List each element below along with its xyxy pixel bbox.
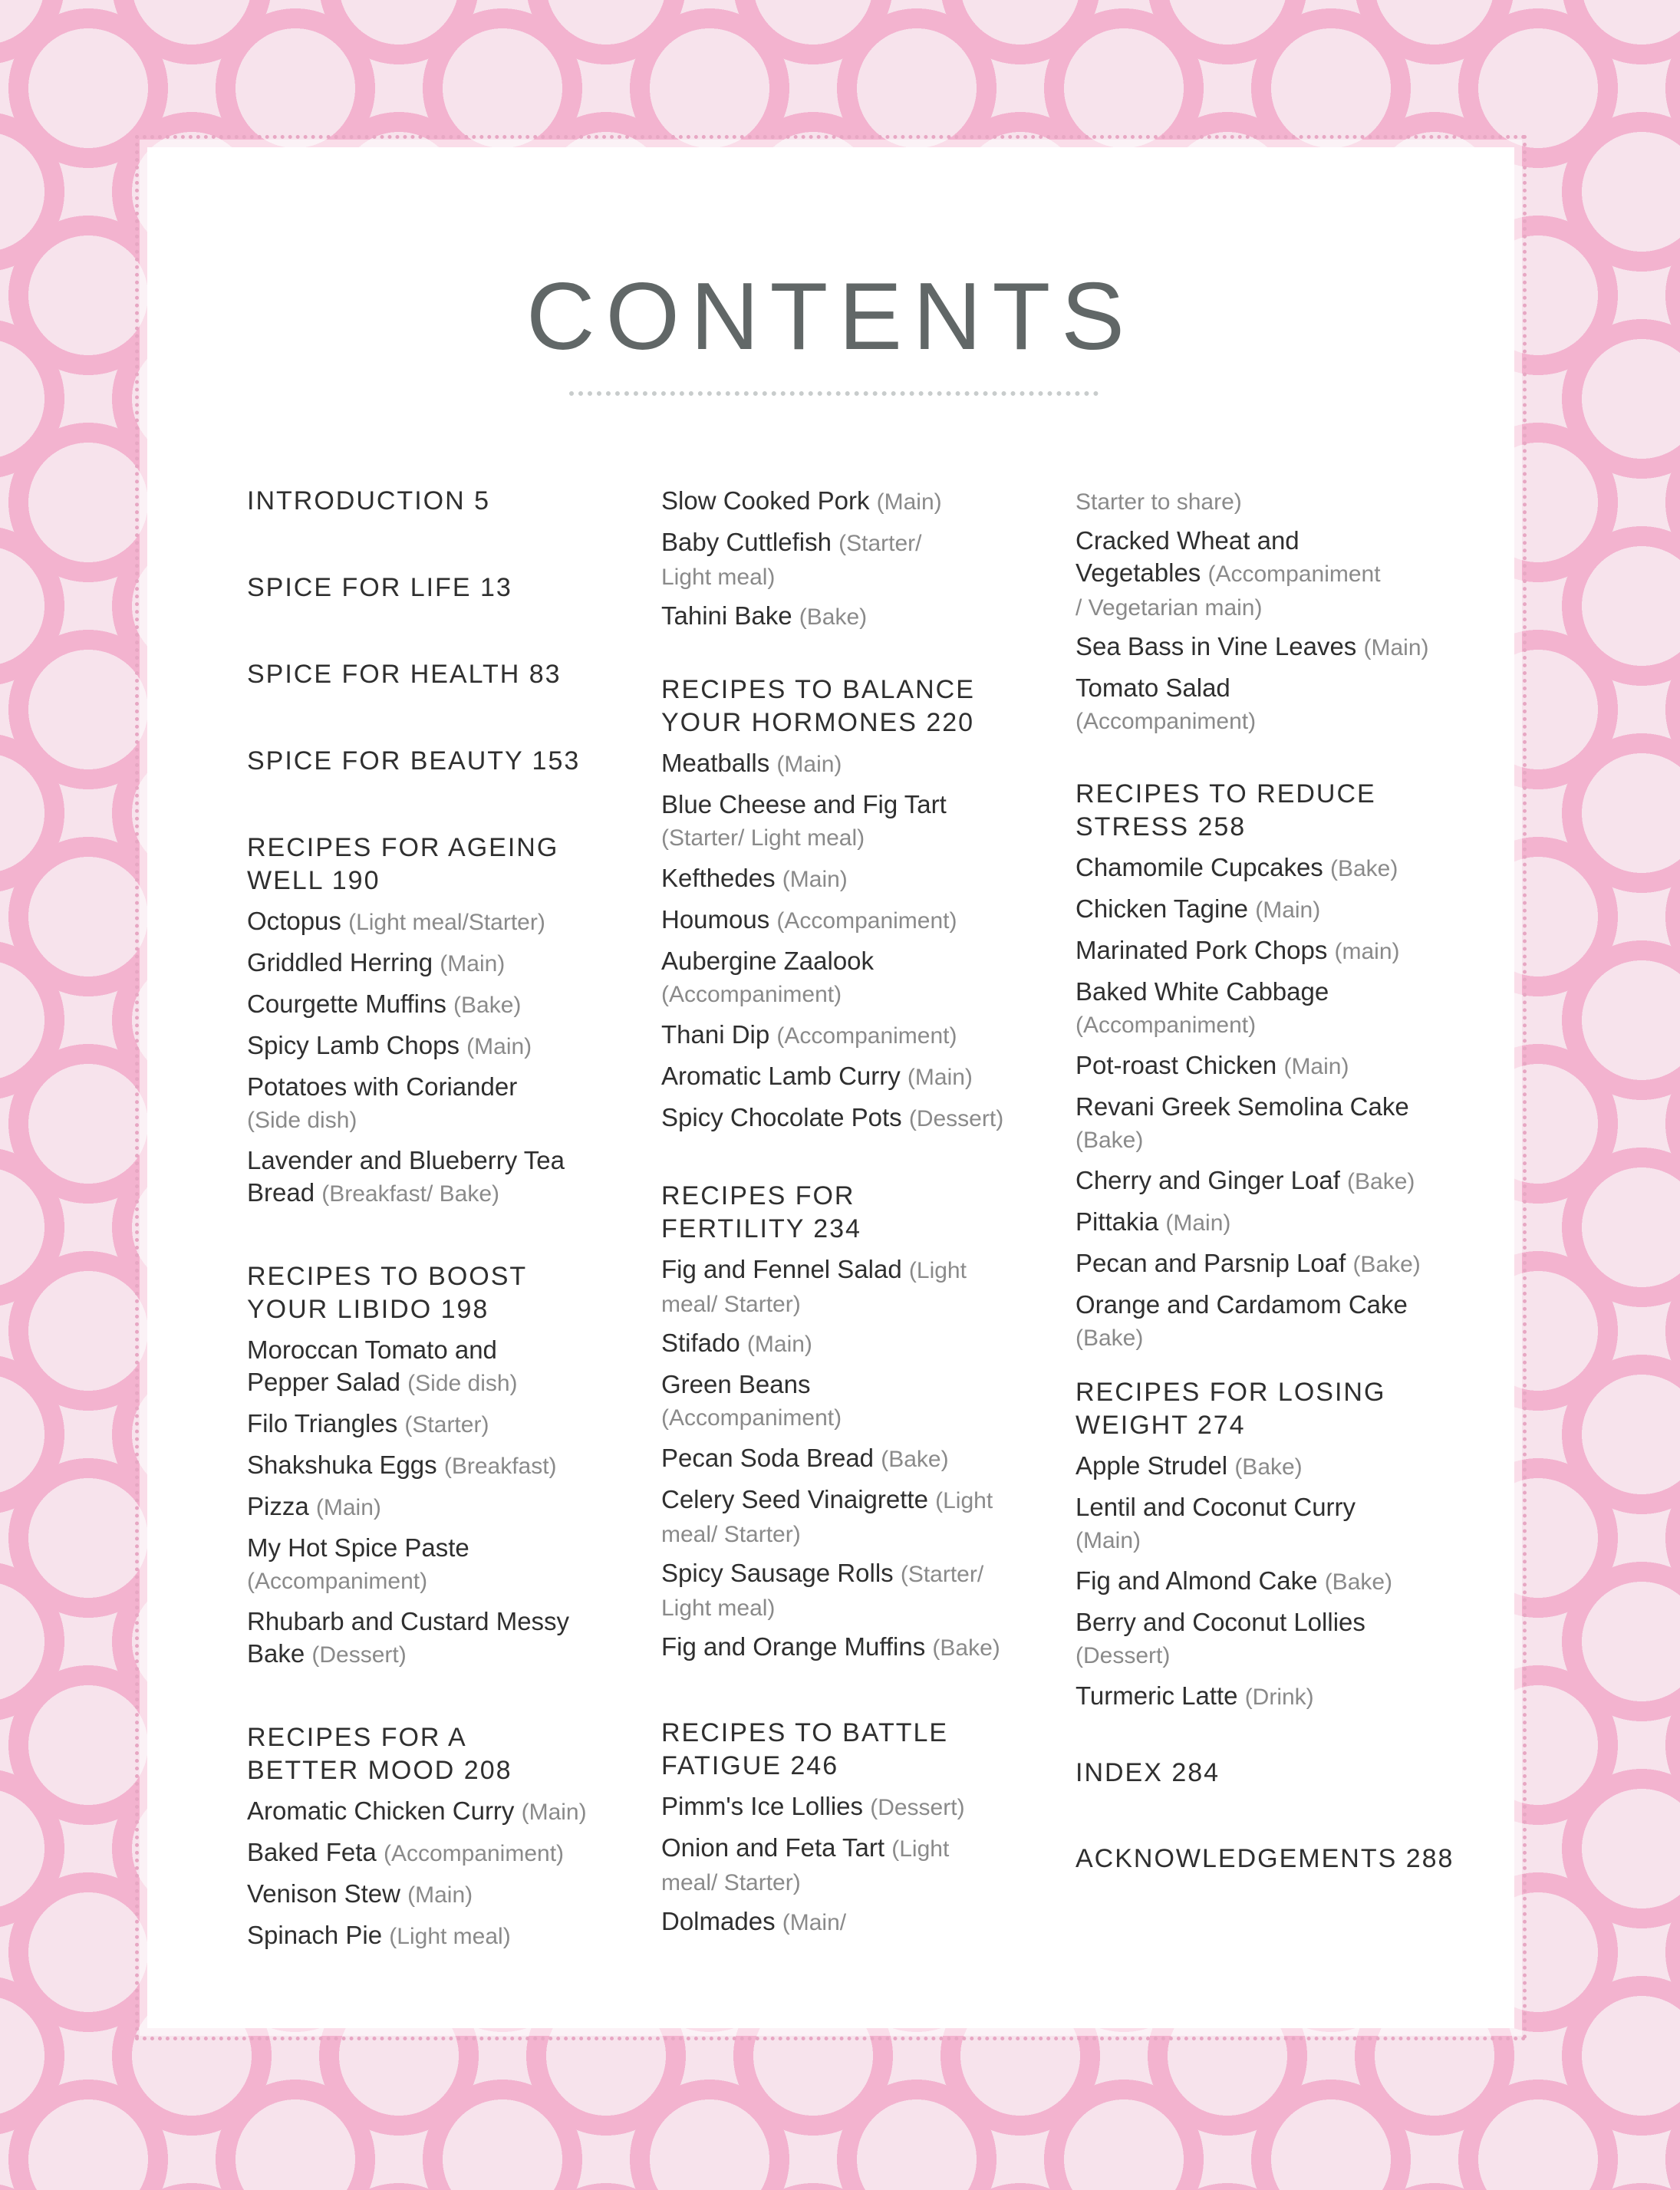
recipe-entry[interactable]: Chicken Tagine (Main) [1076, 894, 1321, 923]
section-heading[interactable]: RECIPES TO REDUCE STRESS 258 [1076, 779, 1376, 841]
recipe-entry[interactable]: My Hot Spice Paste (Accompaniment) [247, 1533, 469, 1594]
section-heading[interactable]: SPICE FOR BEAUTY 153 [247, 746, 581, 776]
recipe-entry[interactable]: Filo Triangles (Starter) [247, 1409, 489, 1437]
recipe-entry[interactable]: Onion and Feta Tart (Light meal/ Starter) [661, 1833, 950, 1895]
recipe-entry[interactable]: Pot-roast Chicken (Main) [1076, 1051, 1349, 1079]
recipe-entry[interactable]: Venison Stew (Main) [247, 1879, 473, 1908]
recipe-entry[interactable]: Fig and Fennel Salad (Light meal/ Starter) [661, 1255, 967, 1317]
recipe-entry[interactable]: Courgette Muffins (Bake) [247, 990, 522, 1018]
recipe-entry[interactable]: Spicy Sausage Rolls (Starter/ Light meal) [661, 1559, 984, 1621]
recipe-entry[interactable]: Rhubarb and Custard Messy Bake (Dessert) [247, 1607, 570, 1668]
recipe-entry[interactable]: Slow Cooked Pork (Main) [661, 486, 942, 515]
recipe-entry[interactable]: Sea Bass in Vine Leaves (Main) [1076, 632, 1429, 660]
section-heading[interactable]: RECIPES FOR A BETTER MOOD 208 [247, 1723, 512, 1785]
section-heading[interactable]: ACKNOWLEDGEMENTS 288 [1076, 1844, 1454, 1873]
section-heading[interactable]: INTRODUCTION 5 [247, 486, 490, 515]
section-heading[interactable]: RECIPES TO BATTLE FATIGUE 246 [661, 1718, 949, 1780]
recipe-entry[interactable]: Aromatic Lamb Curry (Main) [661, 1062, 973, 1090]
recipe-entry[interactable]: Orange and Cardamom Cake (Bake) [1076, 1290, 1408, 1351]
recipe-entry[interactable]: Green Beans (Accompaniment) [661, 1370, 842, 1431]
recipe-entry[interactable]: Pizza (Main) [247, 1492, 381, 1520]
recipe-entry[interactable]: Shakshuka Eggs (Breakfast) [247, 1451, 557, 1479]
recipe-entry[interactable]: Stifado (Main) [661, 1329, 812, 1357]
recipe-entry[interactable]: Thani Dip (Accompaniment) [661, 1020, 957, 1049]
section-heading[interactable]: INDEX 284 [1076, 1758, 1220, 1787]
recipe-entry[interactable]: Berry and Coconut Lollies (Dessert) [1076, 1608, 1365, 1668]
recipe-entry[interactable]: Apple Strudel (Bake) [1076, 1451, 1303, 1480]
section-heading[interactable]: SPICE FOR HEALTH 83 [247, 660, 562, 689]
recipe-entry[interactable]: Pimm's Ice Lollies (Dessert) [661, 1792, 965, 1820]
section-heading[interactable]: RECIPES FOR LOSING WEIGHT 274 [1076, 1378, 1386, 1440]
recipe-entry[interactable]: Moroccan Tomato and Pepper Salad (Side dish) [247, 1335, 518, 1396]
recipe-entry[interactable]: Fig and Almond Cake (Bake) [1076, 1566, 1393, 1595]
recipe-entry[interactable]: Revani Greek Semolina Cake (Bake) [1076, 1092, 1409, 1153]
recipe-entry[interactable]: Tahini Bake (Bake) [661, 601, 868, 630]
recipe-entry[interactable]: Dolmades (Main/ [661, 1907, 847, 1935]
recipe-entry[interactable]: Kefthedes (Main) [661, 864, 848, 892]
recipe-entry[interactable]: Octopus (Light meal/Starter) [247, 907, 545, 935]
recipe-entry[interactable]: Pittakia (Main) [1076, 1207, 1231, 1236]
recipe-entry[interactable]: Baked Feta (Accompaniment) [247, 1838, 565, 1866]
recipe-entry[interactable]: Lavender and Blueberry Tea Bread (Breakfast/ Bake) [247, 1146, 565, 1207]
recipe-entry[interactable]: Celery Seed Vinaigrette (Light meal/ Starter) [661, 1485, 993, 1547]
recipe-entry[interactable]: Pecan and Parsnip Loaf (Bake) [1076, 1249, 1421, 1277]
recipe-entry[interactable]: Lentil and Coconut Curry (Main) [1076, 1493, 1356, 1553]
section-heading[interactable]: SPICE FOR LIFE 13 [247, 573, 512, 602]
recipe-entry[interactable]: Baked White Cabbage (Accompaniment) [1076, 977, 1329, 1038]
section-heading[interactable]: RECIPES TO BALANCE YOUR HORMONES 220 [661, 675, 975, 737]
recipe-entry[interactable]: Fig and Orange Muffins (Bake) [661, 1632, 1000, 1661]
recipe-entry[interactable]: Pecan Soda Bread (Bake) [661, 1444, 949, 1472]
section-heading[interactable]: RECIPES FOR AGEING WELL 190 [247, 833, 559, 895]
title-divider [569, 391, 1099, 396]
recipe-entry[interactable]: Aromatic Chicken Curry (Main) [247, 1796, 587, 1825]
recipe-entry[interactable]: Houmous (Accompaniment) [661, 905, 957, 934]
recipe-entry[interactable]: Cherry and Ginger Loaf (Bake) [1076, 1166, 1415, 1194]
recipe-entry-continued[interactable]: Starter to share) [1076, 489, 1242, 515]
contents-panel [147, 147, 1514, 2028]
recipe-entry[interactable]: Spicy Lamb Chops (Main) [247, 1031, 532, 1059]
recipe-entry[interactable]: Blue Cheese and Fig Tart (Starter/ Light meal) [661, 790, 947, 851]
recipe-entry[interactable]: Meatballs (Main) [661, 749, 842, 777]
recipe-entry[interactable]: Tomato Salad (Accompaniment) [1076, 673, 1257, 734]
recipe-entry[interactable]: Baby Cuttlefish (Starter/ Light meal) [661, 528, 922, 590]
recipe-entry[interactable]: Griddled Herring (Main) [247, 948, 506, 976]
recipe-entry[interactable]: Aubergine Zaalook (Accompaniment) [661, 947, 875, 1007]
recipe-entry[interactable]: Potatoes with Coriander (Side dish) [247, 1072, 518, 1133]
page-title: CONTENTS [526, 264, 1135, 370]
section-heading[interactable]: RECIPES TO BOOST YOUR LIBIDO 198 [247, 1262, 528, 1324]
recipe-entry[interactable]: Chamomile Cupcakes (Bake) [1076, 853, 1398, 881]
recipe-entry[interactable]: Marinated Pork Chops (main) [1076, 936, 1400, 964]
recipe-entry[interactable]: Turmeric Latte (Drink) [1076, 1681, 1314, 1710]
recipe-entry[interactable]: Spicy Chocolate Pots (Dessert) [661, 1103, 1004, 1131]
recipe-entry[interactable]: Cracked Wheat and Vegetables (Accompaniment / Vegetarian main) [1076, 526, 1381, 621]
recipe-entry[interactable]: Spinach Pie (Light meal) [247, 1921, 511, 1949]
section-heading[interactable]: RECIPES FOR FERTILITY 234 [661, 1181, 861, 1243]
